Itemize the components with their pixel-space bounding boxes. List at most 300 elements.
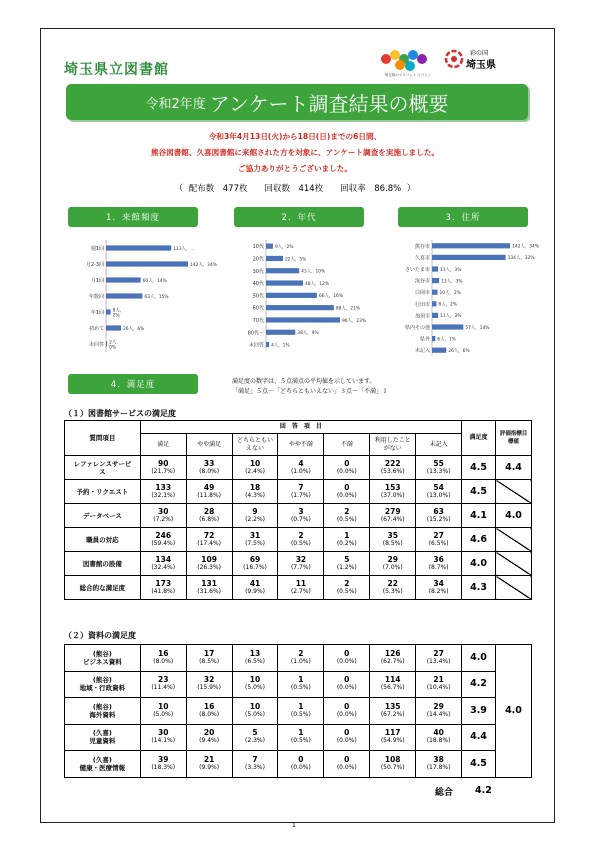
count: 20 [203,728,215,738]
count: 5 [252,728,258,738]
count: 0 [344,675,350,685]
count: 246 [155,530,172,540]
count: 0 [344,458,350,468]
count: 49 [203,482,215,492]
data-cell [416,671,462,698]
percent: (67.2%) [380,710,405,718]
percent: (14.4%) [426,710,451,718]
data-cell [324,456,370,480]
row-label: レファレンスサービス [65,456,141,480]
category-label: 年1回 [90,310,104,316]
row-label [65,751,141,778]
count: 16 [203,701,215,711]
count: 1 [298,728,304,738]
percent: (9.9%) [245,587,265,595]
score-cell: 4.0 [462,645,496,672]
data-label: 113人，... [173,246,195,252]
count: 117 [384,728,401,738]
data-label: 134人，32% [507,256,535,262]
intro-line-3: ご協力ありがとうございました。 [238,164,352,173]
percent: (2.3%) [245,737,265,745]
satisfaction-note [232,377,388,397]
data-cell [416,576,462,600]
count: 0 [344,701,350,711]
count: 1 [344,530,350,540]
page-title: アンケート調査結果の概要 [209,91,449,116]
row-label [65,645,141,672]
percent: (0.0%) [336,737,357,745]
percent: (15.2%) [426,515,451,523]
count: 33 [203,458,215,468]
bar [432,255,506,260]
count: 36 [433,554,444,564]
bar [266,280,303,285]
section-heading-age: 2．年代 [234,207,364,227]
data-cell [416,504,462,528]
bar [106,293,142,298]
branch-label: (熊谷) [92,649,112,658]
header-col: やや満足 [186,434,232,456]
data-cell [278,698,324,725]
count: 27 [433,530,444,540]
count: 17 [203,648,215,658]
data-cell [370,671,416,698]
category-label: 年数回 [88,294,104,300]
category-label: 久喜市 [414,255,430,262]
data-cell [232,724,278,751]
data-cell [278,552,324,576]
count: 32 [295,554,307,564]
data-label: 13人，3% [441,279,463,285]
target-cell-empty [496,528,532,552]
category-label: 週1回 [90,246,104,252]
count: 30 [157,728,169,738]
data-cell [232,645,278,672]
count: 41 [249,578,261,588]
count: 222 [384,458,401,468]
data-label: 142人，34% [190,262,217,268]
percent: (2.7%) [290,587,311,595]
bar [432,243,510,248]
section-heading-visit: 1．来館頻度 [68,207,198,227]
count: 69 [249,554,261,564]
count: 21 [433,675,444,685]
count: 134 [155,554,172,564]
target-cell-empty [496,552,532,576]
header-question-item: 質問項目 [65,421,141,456]
data-cell [370,751,416,778]
bar [266,256,283,261]
data-cell [186,645,232,672]
count: 2 [344,506,350,516]
percent: (0.0%) [290,763,311,771]
prefecture-name: 埼玉県 [466,60,496,71]
mascot-caption: 埼玉県のマスコット コバトン [384,73,432,77]
data-cell [186,480,232,504]
percent: (4.3%) [245,491,265,499]
percent: (7.5%) [245,539,265,547]
data-cell [186,528,232,552]
data-cell [232,751,278,778]
data-label: 0% [109,345,117,351]
count: 5 [344,554,350,564]
data-cell [324,528,370,552]
data-cell [324,504,370,528]
data-cell [140,504,186,528]
percent: (8.5%) [382,539,403,547]
data-label: 60人，14% [142,278,167,284]
table-row [65,724,532,751]
header-col: 不満 [324,434,370,456]
data-cell [186,504,232,528]
category-label: 70代 [252,317,264,324]
data-cell [140,645,186,672]
data-cell [370,504,416,528]
count: 1 [298,701,304,711]
count: 29 [433,701,444,711]
count: 133 [155,482,172,492]
data-label: 48人，12% [305,281,330,287]
bar [432,313,438,318]
percent: (11.4%) [151,684,176,692]
percent: (5.0%) [245,684,265,692]
section-heading-address: 3．住所 [398,207,528,227]
data-label: 4人，1% [271,343,290,349]
bar [266,268,299,273]
service-satisfaction-table [64,420,532,600]
percent: (13.0%) [426,491,451,499]
count: 2 [344,578,350,588]
intro-line-2: 熊谷図書館、久喜図書館に来館された方を対象に、アンケート調査を実施しました。 [150,148,440,157]
data-cell [140,671,186,698]
category-label: 未回答 [248,342,264,349]
count: 109 [201,554,217,564]
data-cell [324,576,370,600]
chart-address [398,240,539,362]
percent: (0.0%) [336,710,357,718]
data-cell [186,724,232,751]
title-banner [66,84,528,120]
bar [106,277,141,282]
category-label: 月2-3回 [85,262,104,268]
percent: (1.0%) [290,467,311,475]
count: 135 [384,701,401,711]
count: 11 [295,578,307,588]
category-label: 行田市 [414,301,430,308]
percent: (18.3%) [151,763,176,771]
bar [266,293,317,298]
count: 35 [387,530,398,540]
count: 23 [157,675,169,685]
percent: (5.0%) [245,710,265,718]
percent: (37.0%) [380,491,405,499]
data-cell [370,456,416,480]
score-cell: 4.1 [462,504,496,528]
target-cell-empty [496,576,532,600]
count: 153 [384,482,401,492]
percent: (7.0%) [382,563,403,571]
percent: (10.4%) [426,684,451,692]
count: 2 [298,530,304,540]
target-cell: 4.0 [496,504,532,528]
category-label: 熊谷市 [414,243,430,250]
satisfaction-note-line-1: 満足度の数字は、５点満点の平均値を示しています。 [232,378,376,385]
bar [432,336,435,341]
data-cell [278,456,324,480]
data-cell [232,456,278,480]
data-cell [416,528,462,552]
bar [432,290,437,295]
data-label: 66人，16% [318,294,344,300]
data-cell [370,528,416,552]
data-cell [232,576,278,600]
count: 34 [433,578,444,588]
percent: (9.4%) [199,737,220,745]
data-label: 57人，14% [465,325,490,331]
percent: (16.7%) [243,563,267,571]
count: 40 [433,728,444,738]
count: 10 [249,675,261,685]
count: 29 [387,554,398,564]
data-cell [232,671,278,698]
header-col: やや不満 [278,434,324,456]
row-label [65,698,141,725]
count: 30 [158,506,169,516]
data-label: 11人，3% [440,267,462,273]
data-cell [186,552,232,576]
count: 2 [298,648,304,658]
percent: (5.3%) [382,587,403,595]
count: 38 [433,754,444,764]
row-label: データベース [65,504,141,528]
count: 90 [158,458,169,468]
bar [106,261,188,266]
percent: (7.2%) [153,515,174,523]
count: 1 [298,675,304,685]
bar [266,342,269,347]
branch-label: (久喜) [92,729,112,738]
prefecture-emblem-icon [444,49,464,69]
category-label: 初めて [88,326,104,332]
count: 63 [433,506,444,516]
count: 0 [344,482,350,492]
table-row [65,576,532,600]
data-label: 88人，21% [335,306,360,312]
count: 16 [157,648,169,658]
percent: (0.0%) [336,491,357,499]
header-col: 未記入 [416,434,462,456]
data-cell [232,552,278,576]
bar [266,244,273,249]
data-cell [416,724,462,751]
header-target: 評価指標目標値 [496,421,532,456]
data-label: 11人，3% [440,314,462,320]
percent: (14.1%) [151,737,176,745]
score-cell: 4.4 [462,724,496,751]
category-label: 月1回 [90,278,104,284]
bar [106,341,107,346]
header-col: どちらともいえない [232,434,278,456]
count: 27 [433,648,444,658]
percent: (0.5%) [336,587,357,595]
count: 9 [252,506,258,516]
percent: (8.2%) [428,587,449,595]
data-cell [278,671,324,698]
table-row [65,480,532,504]
percent: (53.6%) [380,467,405,475]
table-row [65,504,532,528]
percent: (50.7%) [380,763,405,771]
bar [266,330,295,335]
branch-label: (熊谷) [92,676,112,685]
percent: (6.8%) [199,515,220,523]
table-row [65,552,532,576]
count: 7 [252,754,258,764]
percent: (31.6%) [197,587,221,595]
total-label: 総合 [435,788,454,798]
category-label: 未記入 [414,348,430,355]
data-cell [370,724,416,751]
data-cell [278,576,324,600]
data-cell [140,698,186,725]
percent: (9.9%) [199,763,220,771]
target-cell: 4.4 [496,456,532,480]
count: 10 [249,701,261,711]
count: 55 [433,458,444,468]
percent: (0.5%) [336,515,357,523]
data-label: 9人，2% [274,244,294,250]
data-label: 26人，6% [448,349,470,354]
bar [106,245,171,250]
data-cell [140,552,186,576]
data-label: 8人， [112,308,125,314]
data-cell [370,480,416,504]
survey-stats: （ 配布数 477枚 回収数 414枚 回収率 86.8% ） [174,184,416,194]
data-cell [140,456,186,480]
count: 126 [384,648,401,658]
percent: (8.0%) [153,657,174,665]
table-row [65,456,532,480]
count: 10 [157,701,169,711]
data-label: 26人，6% [123,326,145,332]
percent: (0.0%) [336,763,357,771]
score-cell: 4.5 [462,456,496,480]
bar [432,266,438,271]
count: 279 [384,506,401,516]
data-cell [186,751,232,778]
table2-title: （２）資料の満足度 [64,631,136,640]
data-label: 38人，9% [297,331,319,337]
percent: (7.7%) [290,563,311,571]
header-score: 満足度 [462,421,496,456]
count: 131 [201,578,217,588]
count: 4 [298,458,304,468]
score-cell: 4.6 [462,528,496,552]
percent: (6.5%) [428,539,449,547]
percent: (13.3%) [426,467,451,475]
count: 54 [433,482,444,492]
percent: (26.3%) [197,563,221,571]
data-cell [186,576,232,600]
data-label: 43人，10% [301,269,326,275]
percent: (62.7%) [380,657,405,665]
score-cell: 4.5 [462,751,496,778]
data-cell [324,671,370,698]
data-cell [140,724,186,751]
bar [266,305,334,310]
count: 22 [387,578,398,588]
data-cell [278,480,324,504]
data-cell [278,724,324,751]
material-label: ビジネス資料 [82,657,122,666]
score-cell: 4.3 [462,576,496,600]
percent: (41.8%) [151,587,176,595]
percent: (8.7%) [428,563,449,571]
count: 13 [249,648,261,658]
category-label: 30代 [252,268,264,275]
percent: (32.1%) [151,491,176,499]
data-cell [140,751,186,778]
data-cell [324,645,370,672]
materials-satisfaction-table [64,644,532,778]
data-label: 2% [112,313,120,319]
count: 173 [155,578,172,588]
percent: (67.4%) [380,515,405,523]
table-row [65,645,532,672]
percent: (0.5%) [290,684,311,692]
category-label: 10代 [252,244,264,251]
data-cell [324,698,370,725]
prefecture-tagline: 彩の国 [470,50,489,57]
data-cell [140,480,186,504]
category-label: 50代 [252,293,264,300]
percent: (54.9%) [380,737,405,745]
data-cell [416,480,462,504]
chart-age [236,240,366,362]
page-number: 1 [292,822,296,829]
data-label: 2人， [109,340,121,346]
count: 7 [298,482,304,492]
count: 21 [203,754,215,764]
percent: (21.7%) [151,467,176,475]
data-cell [324,724,370,751]
percent: (0.2%) [336,539,357,547]
material-label: 地域・行政資料 [79,684,126,693]
percent: (11.8%) [197,491,221,499]
material-label: 健康・医療情報 [79,763,126,772]
data-label: 8人，2% [438,302,457,308]
score-cell: 4.5 [462,480,496,504]
count: 72 [203,530,215,540]
data-cell [278,528,324,552]
data-label: 63人，15% [144,294,169,300]
percent: (0.0%) [336,467,357,475]
row-label: 総合的な満足度 [65,576,141,600]
header-col: 満足 [140,434,186,456]
data-cell [140,528,186,552]
title-year: 令和2年度 [145,96,206,112]
section-heading-satisfaction: 4．満足度 [68,374,198,394]
data-cell [278,645,324,672]
target-cell: 4.0 [495,645,531,778]
percent: (2.2%) [245,515,265,523]
data-cell [278,751,324,778]
count: 31 [249,530,261,540]
bar [106,309,111,314]
percent: (0.5%) [290,539,311,547]
row-label: 予約・リクエスト [65,480,141,504]
data-cell [232,528,278,552]
